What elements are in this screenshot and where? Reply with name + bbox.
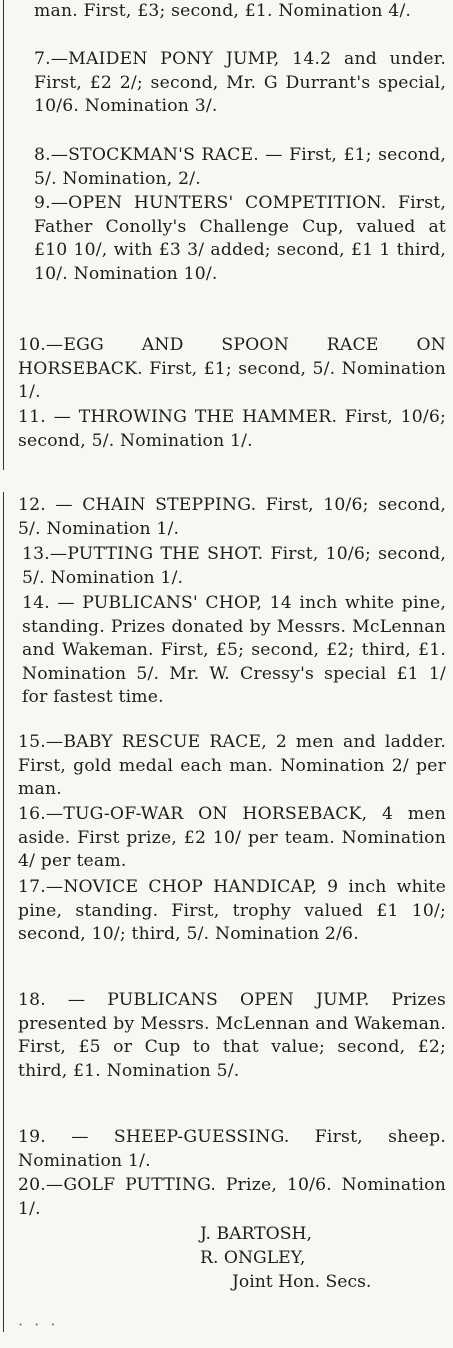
event-entry-11: 11. — THROWING THE HAMMER. First, 10/6; second, 5/. Nomination 1/. — [18, 407, 446, 451]
print-smudge: · · · — [18, 1315, 59, 1334]
event-entry-13: 13.—PUTTING THE SHOT. First, 10/6; second, 5/. Nomination 1/. — [22, 544, 446, 588]
signature-name-1: J. BARTOSH, — [200, 1224, 312, 1244]
event-entry-7: 7.—MAIDEN PONY JUMP, 14.2 and under. First, £2 2/; second, Mr. G Durrant's special, 10/6. Nomination 3/. — [34, 49, 446, 117]
event-entry-19: 19. — SHEEP-GUESSING. First, sheep. Nomination 1/. — [18, 1127, 446, 1171]
event-entry-20: 20.—GOLF PUTTING. Prize, 10/6. Nomination 1/. — [18, 1175, 446, 1219]
event-entry-14: 14. — PUBLICANS' CHOP, 14 inch white pine, standing. Prizes donated by Messrs. McLennan and Wakeman. First, £5; second, £2; third, £1. Nomination 5/. Mr. W. Cressy's special £1 1/ for fastest time. — [22, 593, 446, 708]
signature-name-2: R. ONGLEY, — [200, 1248, 306, 1268]
event-entry-8: 8.—STOCKMAN'S RACE. — First, £1; second, 5/. Nomination, 2/. — [34, 145, 446, 189]
event-entry-18: 18. — PUBLICANS OPEN JUMP. Prizes presented by Messrs. McLennan and Wakeman. First, £5 or Cup to that value; second, £2; third, £1. Nomination 5/. — [18, 990, 446, 1081]
column-rule-left-lower — [3, 492, 4, 1332]
column-rule-left — [3, 0, 4, 470]
event-entry-continued: man. First, £3; second, £1. Nomination 4/. — [34, 1, 412, 21]
event-entry-9: 9.—OPEN HUNTERS' COMPETITION. First, Father Conolly's Challenge Cup, valued at £10 10/, with £3 3/ added; second, £1 1 third, 10/. Nomination 10/. — [34, 193, 446, 284]
event-entry-15: 15.—BABY RESCUE RACE, 2 men and ladder. First, gold medal each man. Nomination 2/ per man. — [18, 732, 446, 800]
event-entry-17: 17.—NOVICE CHOP HANDICAP, 9 inch white pine, standing. First, trophy valued £1 10/; second, 10/; third, 5/. Nomination 2/6. — [18, 877, 446, 945]
event-entry-16: 16.—TUG-OF-WAR ON HORSEBACK, 4 men aside. First prize, £2 10/ per team. Nomination 4/ per team. — [18, 804, 446, 872]
event-entry-12: 12. — CHAIN STEPPING. First, 10/6; second, 5/. Nomination 1/. — [18, 495, 446, 539]
event-entry-10: 10.—EGG AND SPOON RACE ON HORSEBACK. First, £1; second, 5/. Nomination 1/. — [18, 335, 446, 403]
signature-title: Joint Hon. Secs. — [232, 1272, 372, 1292]
